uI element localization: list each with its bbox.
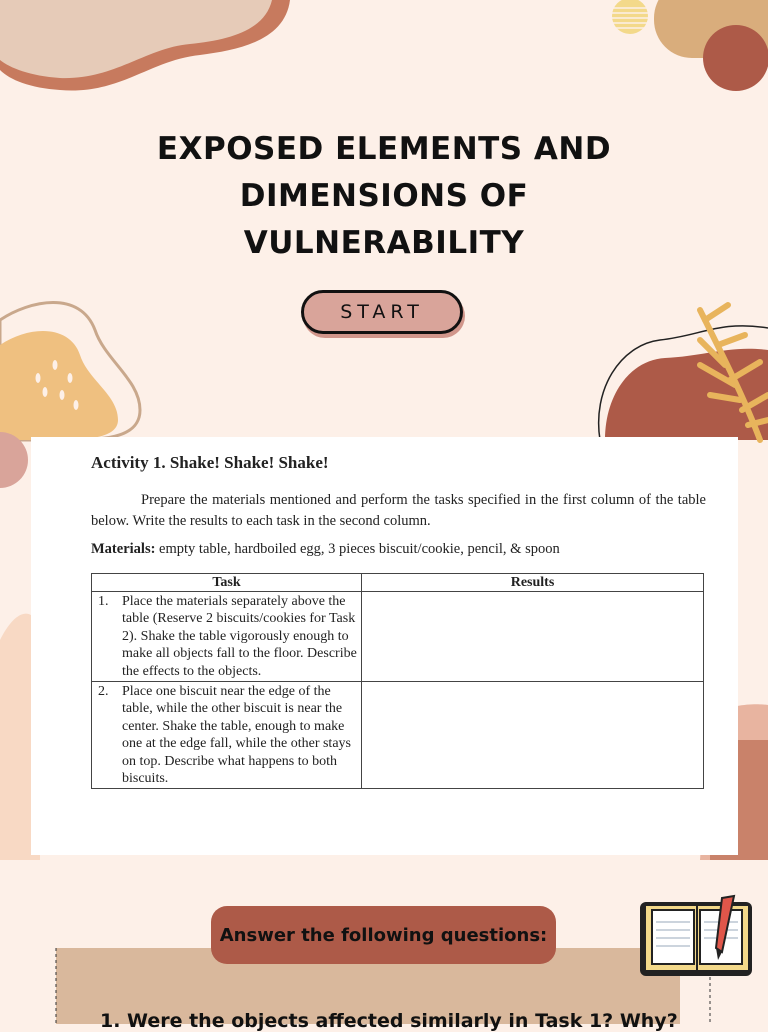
task-table bbox=[91, 573, 704, 789]
header-results: Results bbox=[362, 574, 704, 592]
task-number: 1. bbox=[98, 594, 109, 609]
start-button[interactable]: START bbox=[301, 290, 463, 334]
notebook-icon bbox=[640, 902, 752, 976]
task-text: Place the materials separately above the table (Reserve 2 biscuits/cookies for Task 2). Shake the table vigorously enough to make all objects fall to the floor. Describe the effects to the objects. bbox=[122, 594, 357, 679]
page-title bbox=[84, 126, 684, 267]
table-row bbox=[92, 682, 704, 789]
result-cell[interactable] bbox=[362, 682, 704, 789]
title-line-3: VULNERABILITY bbox=[243, 225, 525, 261]
answer-questions-banner: Answer the following questions: bbox=[211, 906, 556, 964]
activity-worksheet bbox=[31, 437, 738, 855]
left-yellow-blob bbox=[0, 331, 118, 440]
title-line-1: EXPOSED ELEMENTS AND bbox=[156, 131, 612, 167]
activity-intro: Prepare the materials mentioned and perform the tasks specified in the first column of the table below. Write the results to each task in the second column. bbox=[91, 492, 706, 529]
materials-text: empty table, hardboiled egg, 3 pieces biscuit/cookie, pencil, & spoon bbox=[155, 541, 560, 557]
materials-label: Materials: bbox=[91, 541, 156, 557]
task-cell bbox=[92, 682, 362, 789]
task-cell bbox=[92, 592, 362, 682]
question-1: 1. Were the objects affected similarly in Task 1? Why? bbox=[100, 1010, 678, 1032]
title-line-2: DIMENSIONS OF bbox=[239, 178, 529, 214]
task-number: 2. bbox=[98, 684, 109, 700]
header-task: Task bbox=[92, 574, 362, 592]
materials-line bbox=[91, 541, 560, 558]
task-text: Place one biscuit near the edge of the table, while the other biscuit is near the center. Shake the table, enough to make one at the edge fall, while the other stays on top. Describe what happens to both biscuits. bbox=[122, 684, 351, 787]
striped-circle bbox=[612, 0, 648, 34]
result-cell[interactable] bbox=[362, 592, 704, 682]
activity-title: Activity 1. Shake! Shake! Shake! bbox=[91, 453, 329, 472]
terracotta-circle bbox=[703, 25, 768, 91]
table-row bbox=[92, 592, 704, 682]
